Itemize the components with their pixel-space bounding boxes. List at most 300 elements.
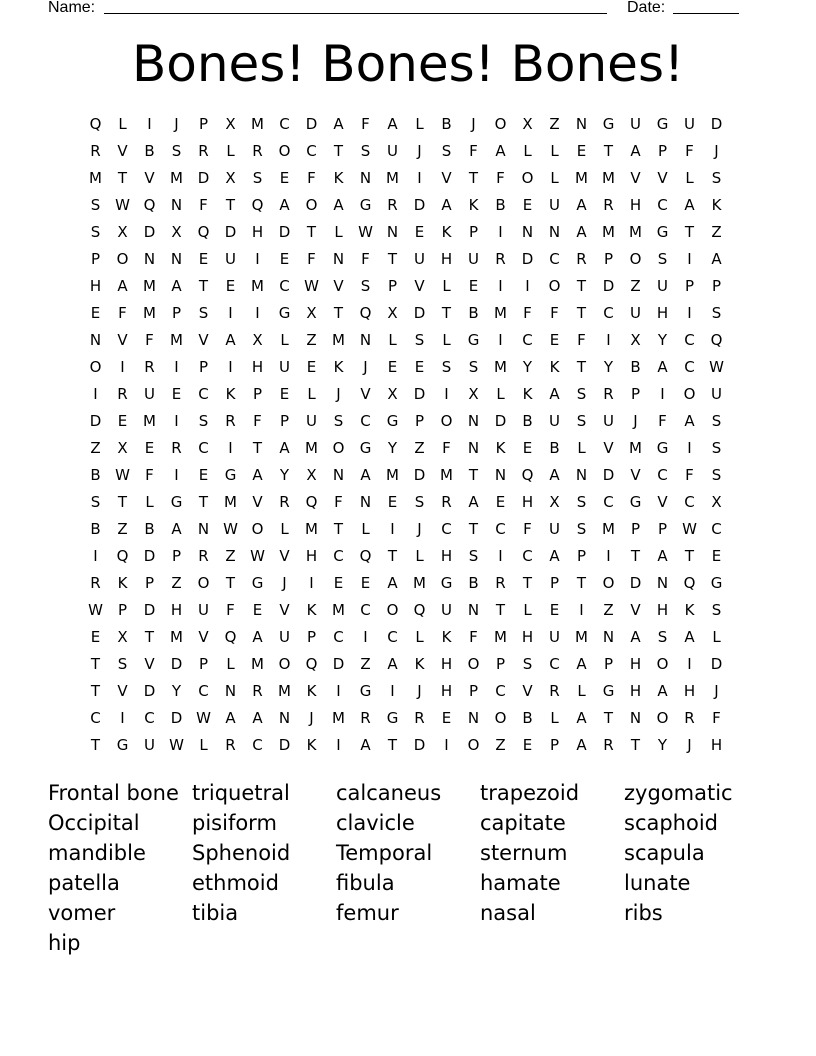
grid-letter: Z (549, 115, 560, 133)
grid-letter: B (468, 304, 479, 322)
grid-letter: P (576, 547, 587, 565)
grid-letter: C (279, 277, 290, 295)
grid-letter: H (305, 547, 318, 565)
grid-letter: J (282, 574, 287, 592)
grid-letter: E (279, 385, 290, 403)
grid-letter: S (90, 493, 101, 511)
grid-letter: C (279, 115, 290, 133)
grid-letter: Q (224, 628, 237, 646)
grid-letter: I (390, 520, 395, 538)
grid-letter: E (414, 358, 425, 376)
grid-letter: P (144, 574, 155, 592)
word-bank-item: tibia (192, 901, 239, 925)
grid-letter: P (468, 682, 479, 700)
grid-letter: J (336, 385, 341, 403)
grid-letter: E (522, 196, 533, 214)
grid-letter: W (682, 520, 697, 538)
grid-letter: T (117, 169, 128, 187)
grid-letter: E (522, 439, 533, 457)
grid-letter: J (417, 520, 422, 538)
word-bank-item: hamate (480, 871, 561, 895)
grid-letter: I (498, 547, 503, 565)
grid-letter: Q (521, 466, 534, 484)
grid-letter: R (279, 493, 290, 511)
grid-letter: A (387, 655, 398, 673)
grid-letter: F (307, 169, 316, 187)
grid-letter: E (306, 358, 317, 376)
grid-letter: S (198, 304, 209, 322)
grid-letter: U (306, 412, 317, 430)
header (0, 0, 816, 18)
grid-letter: W (115, 466, 130, 484)
grid-letter: N (359, 493, 372, 511)
grid-letter: O (305, 196, 318, 214)
grid-letter: J (471, 115, 476, 133)
grid-letter: F (577, 331, 586, 349)
grid-letter: T (90, 682, 101, 700)
grid-letter: C (333, 547, 344, 565)
grid-letter: D (278, 736, 291, 754)
grid-row (82, 678, 730, 705)
grid-letter: N (224, 682, 237, 700)
grid-letter: C (333, 628, 344, 646)
grid-letter: F (145, 466, 154, 484)
grid-letter: F (307, 250, 316, 268)
grid-letter: Z (90, 439, 101, 457)
grid-letter: G (656, 439, 669, 457)
grid-letter: P (414, 412, 425, 430)
grid-letter: N (467, 439, 480, 457)
grid-letter: L (523, 142, 532, 160)
date-blank-line (673, 13, 739, 14)
grid-letter: B (90, 520, 101, 538)
grid-letter: T (576, 358, 587, 376)
grid-letter: T (576, 304, 587, 322)
grid-letter: X (522, 115, 533, 133)
grid-letter: O (467, 655, 480, 673)
grid-letter: A (387, 115, 398, 133)
grid-letter: E (90, 628, 101, 646)
grid-letter: R (414, 709, 425, 727)
grid-letter: K (333, 358, 344, 376)
grid-letter: E (522, 736, 533, 754)
grid-letter: N (197, 520, 210, 538)
grid-letter: G (359, 682, 372, 700)
grid-letter: G (467, 331, 480, 349)
grid-letter: D (413, 736, 426, 754)
grid-letter: A (630, 142, 641, 160)
grid-letter: M (170, 628, 183, 646)
grid-letter: R (684, 709, 695, 727)
grid-letter: L (280, 331, 289, 349)
grid-letter: A (441, 196, 452, 214)
grid-letter: T (225, 574, 236, 592)
grid-letter: G (602, 115, 615, 133)
grid-letter: G (656, 223, 669, 241)
grid-letter: Q (251, 196, 264, 214)
grid-row (82, 570, 730, 597)
grid-letter: A (684, 412, 695, 430)
grid-letter: N (359, 169, 372, 187)
grid-letter: L (280, 520, 289, 538)
grid-letter: I (336, 736, 341, 754)
grid-letter: A (252, 628, 263, 646)
grid-letter: L (496, 385, 505, 403)
grid-letter: K (549, 358, 560, 376)
grid-letter: A (684, 628, 695, 646)
word-bank-item: patella (48, 871, 120, 895)
grid-letter: Y (279, 466, 290, 484)
grid-letter: N (332, 466, 345, 484)
word-bank-item: femur (336, 901, 399, 925)
grid-letter: V (279, 601, 290, 619)
grid-letter: U (387, 142, 398, 160)
grid-letter: M (143, 412, 156, 430)
grid-letter: E (387, 358, 398, 376)
grid-letter: L (226, 142, 235, 160)
grid-letter: I (687, 304, 692, 322)
grid-letter: L (442, 331, 451, 349)
grid-letter: F (334, 493, 343, 511)
grid-letter: F (685, 466, 694, 484)
grid-letter: A (333, 115, 344, 133)
grid-letter: P (603, 655, 614, 673)
grid-letter: D (332, 655, 345, 673)
word-bank-item: calcaneus (336, 781, 442, 805)
grid-letter: S (468, 547, 479, 565)
grid-letter: X (387, 304, 398, 322)
grid-letter: T (576, 574, 587, 592)
grid-letter: J (417, 682, 422, 700)
grid-letter: V (117, 682, 128, 700)
grid-letter: P (306, 628, 317, 646)
grid-letter: L (415, 115, 424, 133)
grid-letter: M (386, 169, 399, 187)
letter-grid (82, 111, 730, 759)
grid-letter: H (656, 601, 669, 619)
grid-letter: A (171, 520, 182, 538)
grid-letter: F (496, 169, 505, 187)
grid-letter: U (603, 412, 614, 430)
grid-letter: I (228, 304, 233, 322)
grid-row (82, 300, 730, 327)
grid-letter: D (170, 709, 183, 727)
grid-letter: L (577, 682, 586, 700)
grid-letter: I (660, 385, 665, 403)
grid-letter: O (494, 115, 507, 133)
grid-letter: C (684, 493, 695, 511)
grid-letter: S (414, 331, 425, 349)
grid-letter: T (441, 304, 452, 322)
grid-letter: G (710, 574, 723, 592)
grid-letter: B (522, 709, 533, 727)
grid-letter: M (629, 223, 642, 241)
grid-row (82, 516, 730, 543)
grid-letter: A (252, 466, 263, 484)
word-bank-item: Sphenoid (192, 841, 291, 865)
grid-letter: T (468, 466, 479, 484)
grid-letter: G (251, 574, 264, 592)
grid-letter: T (333, 304, 344, 322)
grid-letter: O (251, 520, 264, 538)
grid-letter: X (225, 115, 236, 133)
grid-letter: K (225, 385, 236, 403)
grid-letter: L (415, 547, 424, 565)
grid-letter: Z (360, 655, 371, 673)
grid-row (82, 246, 730, 273)
grid-letter: D (710, 115, 723, 133)
grid-letter: D (305, 115, 318, 133)
grid-letter: M (332, 709, 345, 727)
grid-letter: Z (306, 331, 317, 349)
grid-letter: E (171, 385, 182, 403)
grid-letter: S (171, 142, 182, 160)
grid-letter: V (144, 169, 155, 187)
grid-letter: I (336, 682, 341, 700)
grid-letter: H (440, 250, 453, 268)
grid-letter: M (575, 628, 588, 646)
grid-letter: I (390, 682, 395, 700)
grid-letter: A (171, 277, 182, 295)
grid-letter: E (441, 709, 452, 727)
grid-letter: H (440, 682, 453, 700)
grid-letter: X (252, 331, 263, 349)
grid-letter: Z (414, 439, 425, 457)
grid-letter: B (630, 358, 641, 376)
grid-letter: Q (413, 601, 426, 619)
grid-letter: R (90, 574, 101, 592)
grid-letter: C (711, 520, 722, 538)
grid-letter: V (630, 466, 641, 484)
grid-letter: E (549, 331, 560, 349)
grid-letter: P (603, 250, 614, 268)
grid-letter: Y (387, 439, 398, 457)
grid-letter: P (549, 736, 560, 754)
grid-letter: I (309, 574, 314, 592)
grid-letter: K (306, 682, 317, 700)
grid-letter: Y (522, 358, 533, 376)
grid-letter: Q (710, 331, 723, 349)
grid-letter: C (657, 466, 668, 484)
grid-letter: K (441, 223, 452, 241)
word-bank-item: zygomatic (624, 781, 733, 805)
grid-letter: S (360, 277, 371, 295)
grid-letter: Q (116, 547, 129, 565)
grid-letter: G (224, 466, 237, 484)
grid-letter: I (606, 331, 611, 349)
grid-letter: U (549, 520, 560, 538)
grid-letter: T (603, 709, 614, 727)
grid-letter: T (684, 223, 695, 241)
word-bank-item: scapula (624, 841, 705, 865)
grid-letter: T (90, 736, 101, 754)
grid-letter: K (495, 439, 506, 457)
grid-letter: C (522, 547, 533, 565)
grid-letter: H (710, 736, 723, 754)
grid-letter: L (550, 709, 559, 727)
grid-letter: Q (305, 655, 318, 673)
grid-letter: T (198, 277, 209, 295)
grid-letter: L (712, 628, 721, 646)
grid-letter: R (387, 196, 398, 214)
grid-letter: S (576, 520, 587, 538)
grid-letter: H (656, 304, 669, 322)
grid-letter: G (386, 709, 399, 727)
grid-letter: I (228, 358, 233, 376)
grid-letter: A (630, 628, 641, 646)
grid-letter: S (576, 493, 587, 511)
grid-letter: S (711, 466, 722, 484)
grid-letter: X (630, 331, 641, 349)
grid-letter: R (171, 439, 182, 457)
grid-letter: I (120, 358, 125, 376)
grid-letter: R (441, 493, 452, 511)
grid-letter: O (494, 709, 507, 727)
grid-letter: U (630, 115, 641, 133)
grid-letter: N (89, 331, 102, 349)
grid-letter: G (386, 412, 399, 430)
grid-letter: T (468, 520, 479, 538)
grid-letter: C (198, 682, 209, 700)
grid-letter: S (414, 493, 425, 511)
grid-letter: B (90, 466, 101, 484)
grid-letter: N (170, 250, 183, 268)
grid-letter: X (117, 439, 128, 457)
grid-letter: B (441, 115, 452, 133)
grid-letter: B (468, 574, 479, 592)
grid-letter: D (413, 196, 426, 214)
grid-letter: M (305, 439, 318, 457)
grid-letter: J (714, 142, 719, 160)
grid-letter: Z (630, 277, 641, 295)
grid-letter: W (709, 358, 724, 376)
grid-letter: A (657, 358, 668, 376)
grid-row (82, 192, 730, 219)
grid-letter: U (549, 628, 560, 646)
grid-row (82, 462, 730, 489)
date-label: Date: (627, 0, 666, 16)
grid-letter: O (278, 142, 291, 160)
grid-letter: U (279, 628, 290, 646)
grid-letter: D (629, 574, 642, 592)
grid-letter: S (90, 196, 101, 214)
grid-letter: S (711, 439, 722, 457)
grid-letter: T (684, 547, 695, 565)
grid-letter: D (413, 385, 426, 403)
grid-letter: N (629, 709, 642, 727)
grid-letter: U (441, 601, 452, 619)
grid-letter: W (88, 601, 103, 619)
grid-letter: X (225, 169, 236, 187)
word-bank-item: Frontal bone (48, 781, 179, 805)
grid-row (82, 381, 730, 408)
grid-letter: A (576, 196, 587, 214)
grid-letter: U (549, 412, 560, 430)
grid-letter: L (118, 115, 127, 133)
grid-row (82, 435, 730, 462)
grid-letter: D (413, 304, 426, 322)
grid-letter: L (361, 520, 370, 538)
grid-letter: I (147, 115, 152, 133)
grid-letter: I (255, 304, 260, 322)
grid-letter: N (548, 223, 561, 241)
grid-letter: N (143, 250, 156, 268)
grid-letter: O (332, 439, 345, 457)
grid-letter: S (333, 412, 344, 430)
grid-letter: P (549, 574, 560, 592)
grid-letter: D (494, 412, 507, 430)
grid-letter: L (226, 655, 235, 673)
grid-letter: P (657, 520, 668, 538)
grid-letter: A (684, 196, 695, 214)
grid-letter: I (174, 358, 179, 376)
grid-letter: P (171, 304, 182, 322)
grid-letter: Q (89, 115, 102, 133)
grid-letter: H (251, 223, 264, 241)
grid-letter: T (468, 169, 479, 187)
grid-letter: T (90, 655, 101, 673)
grid-row (82, 273, 730, 300)
grid-letter: K (522, 385, 533, 403)
grid-letter: U (414, 250, 425, 268)
grid-letter: F (145, 331, 154, 349)
grid-letter: M (170, 331, 183, 349)
grid-letter: N (602, 628, 615, 646)
grid-letter: Z (171, 574, 182, 592)
grid-letter: U (711, 385, 722, 403)
grid-letter: S (90, 223, 101, 241)
grid-letter: O (629, 250, 642, 268)
grid-letter: F (253, 412, 262, 430)
grid-letter: N (332, 250, 345, 268)
grid-letter: X (711, 493, 722, 511)
grid-letter: V (360, 385, 371, 403)
grid-letter: C (198, 439, 209, 457)
word-bank-item: ribs (624, 901, 663, 925)
grid-letter: H (629, 682, 642, 700)
grid-letter: L (577, 439, 586, 457)
grid-letter: K (684, 601, 695, 619)
grid-letter: F (550, 304, 559, 322)
grid-letter: F (469, 628, 478, 646)
grid-letter: T (144, 628, 155, 646)
grid-letter: A (360, 466, 371, 484)
grid-letter: V (117, 331, 128, 349)
grid-letter: F (712, 709, 721, 727)
grid-letter: P (198, 115, 209, 133)
grid-letter: O (683, 385, 696, 403)
grid-letter: X (306, 466, 317, 484)
grid-letter: Z (225, 547, 236, 565)
grid-letter: T (630, 736, 641, 754)
grid-letter: S (198, 412, 209, 430)
grid-letter: T (225, 196, 236, 214)
grid-letter: L (415, 628, 424, 646)
grid-letter: I (525, 277, 530, 295)
grid-letter: M (602, 169, 615, 187)
grid-letter: V (657, 169, 668, 187)
grid-letter: P (630, 520, 641, 538)
grid-letter: J (417, 142, 422, 160)
grid-letter: V (279, 547, 290, 565)
grid-row (82, 111, 730, 138)
name-label: Name: (48, 0, 96, 16)
grid-letter: S (657, 628, 668, 646)
grid-letter: B (522, 412, 533, 430)
grid-letter: V (414, 277, 425, 295)
grid-letter: U (144, 736, 155, 754)
grid-letter: D (278, 223, 291, 241)
